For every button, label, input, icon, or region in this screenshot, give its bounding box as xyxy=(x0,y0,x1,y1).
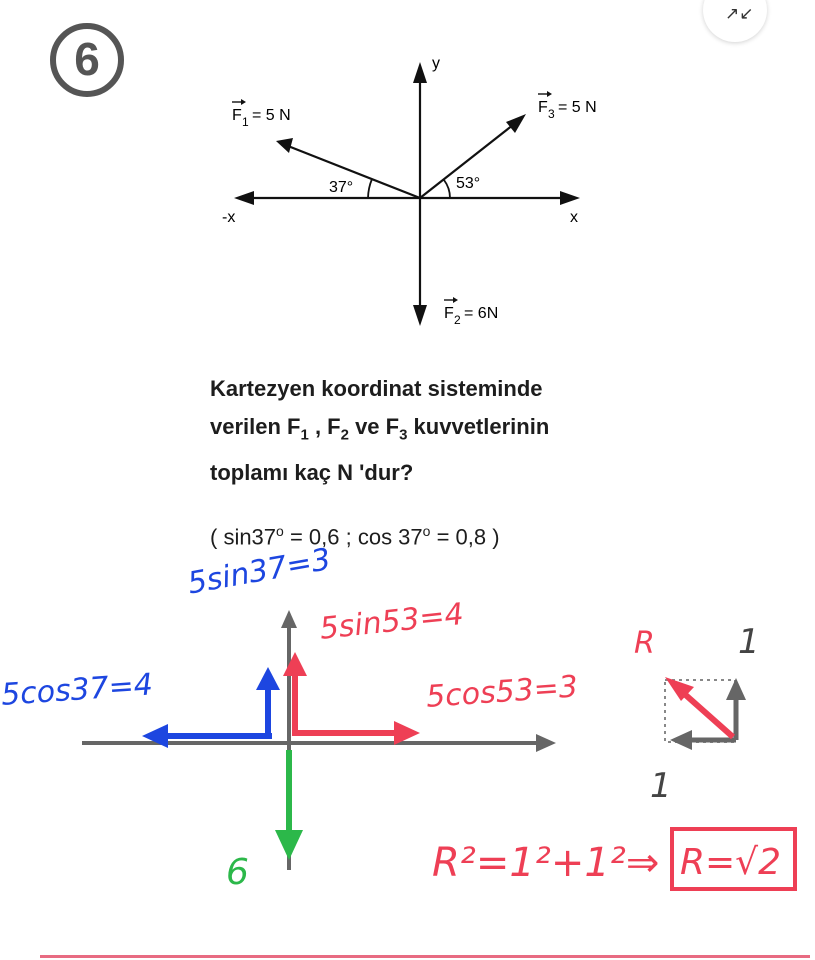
svg-text:2: 2 xyxy=(454,313,461,327)
answer-text: R=√2 xyxy=(680,842,782,883)
x-arrowhead xyxy=(560,191,580,205)
resultant-vector xyxy=(680,690,733,737)
blue-left-label: 5cos37=4 xyxy=(0,667,155,713)
question-line-2: verilen $F_1$ , $F_2$ ve $F_3$ kuvvetlerinin xyxy=(210,414,550,444)
neg-x-arrowhead xyxy=(234,191,254,205)
angle-right-label: 53° xyxy=(456,175,481,192)
question-text xyxy=(210,370,630,492)
svg-text:F: F xyxy=(444,305,454,322)
angle-arc-left xyxy=(368,179,372,198)
f3-label xyxy=(538,91,597,121)
resultant-r-label: R xyxy=(634,626,655,661)
angle-left-label: 37° xyxy=(329,179,354,196)
pythagoras-equation: R²=1²+1²⇒ xyxy=(432,840,660,886)
x-label: x xyxy=(570,209,578,226)
svg-text:= 5 N: = 5 N xyxy=(558,99,597,116)
f1-arrowhead xyxy=(276,138,293,153)
red-y-arrowhead xyxy=(283,652,307,676)
component-one-bottom: 1 xyxy=(650,766,672,806)
svg-text:F: F xyxy=(232,107,242,124)
question-line-3: toplamı kaç N 'dur? xyxy=(210,460,414,486)
f2-arrowhead xyxy=(413,305,427,326)
svg-text:F: F xyxy=(538,99,548,116)
trig-hint: ( $\sin 37^o = 0,6$ ; $\cos 37^o = 0,8$ ) xyxy=(210,523,500,550)
f1-vector xyxy=(288,146,420,198)
f2-label xyxy=(444,297,498,327)
y-arrowhead xyxy=(413,62,427,83)
minimize-icon: ↗↙ xyxy=(725,4,754,23)
minimize-button[interactable] xyxy=(703,0,767,42)
question-line-1: Kartezyen koordinat sisteminde xyxy=(210,376,543,401)
svg-text:3: 3 xyxy=(548,107,555,121)
svg-text:= 5 N: = 5 N xyxy=(252,107,291,124)
problem-number-badge xyxy=(50,23,124,97)
red-top-label: 5sin53=4 xyxy=(318,596,466,647)
solution-x-arrowhead xyxy=(536,734,556,752)
bottom-divider xyxy=(40,955,810,958)
svg-text:1: 1 xyxy=(242,115,249,129)
force-diagram xyxy=(188,46,642,346)
blue-top-label: 5sin37=3 xyxy=(185,541,334,602)
svg-text:= 6N: = 6N xyxy=(464,305,499,322)
resultant-figure xyxy=(665,677,746,750)
f3-arrowhead xyxy=(506,114,526,133)
solution-y-arrowhead xyxy=(281,610,297,628)
green-y-arrowhead xyxy=(275,830,303,860)
component-one-top: 1 xyxy=(738,622,760,662)
angle-arc-right xyxy=(444,180,450,198)
f1-label xyxy=(232,99,291,129)
red-right-label: 5cos53=3 xyxy=(425,669,580,715)
y-label: y xyxy=(432,55,440,72)
problem-number: 6 xyxy=(74,33,100,85)
green-six-label: 6 xyxy=(226,852,249,893)
blue-y-arrowhead xyxy=(256,667,280,690)
neg-x-label: -x xyxy=(222,209,236,226)
